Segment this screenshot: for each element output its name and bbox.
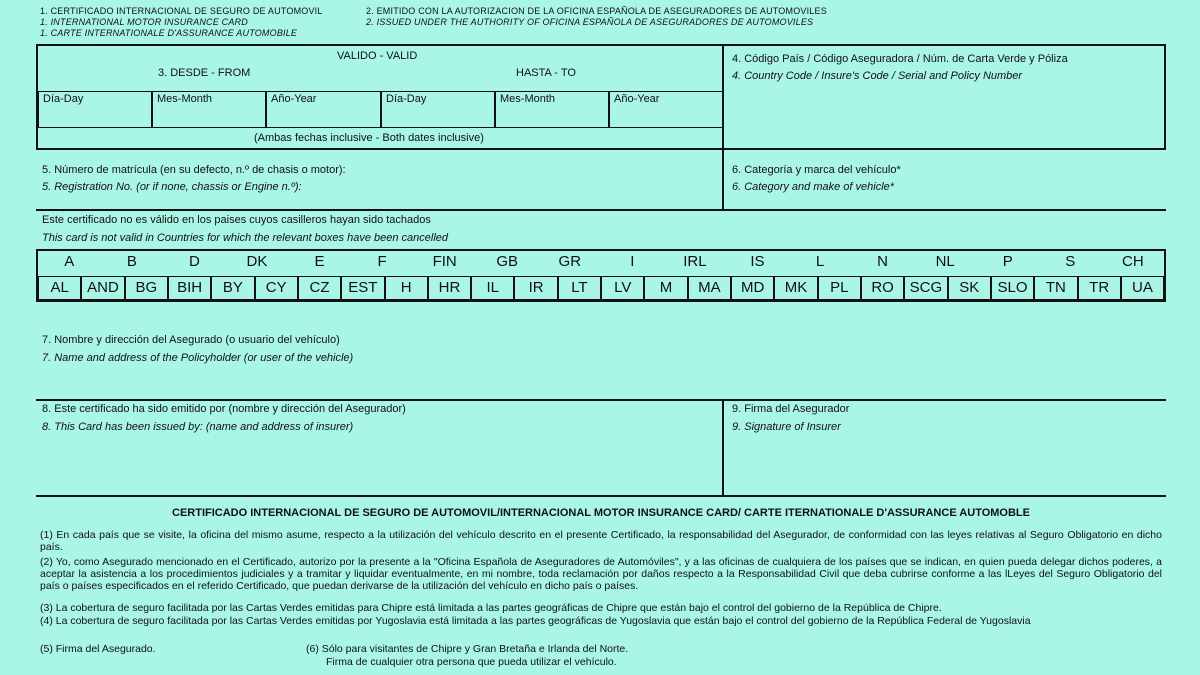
country-box-f[interactable]: F [377,253,387,270]
country-box-slo[interactable]: SLO [991,276,1034,300]
header-right-line-2: 2. ISSUED UNDER THE AUTHORITY OF OFICINA ESPAÑOLA DE ASEGURADORES DE AUTOMOVILES [366,17,814,27]
field4-label-en: 4. Country Code / Insure's Code / Serial and Policy Number [732,70,1023,82]
country-box-gr[interactable]: GR [558,253,582,270]
country-box-scg[interactable]: SCG [904,276,947,300]
field5-label-es: 5. Número de matrícula (en su defecto, n.º de chasis o motor): [42,164,346,176]
from-day-label: Día-Day [43,93,84,105]
country-box-ir[interactable]: IR [514,276,557,300]
from-year-label: Año-Year [271,93,317,105]
country-row-bottom [38,276,1164,300]
footer-paragraph-1: (1) En cada país que se visite, la oficina del mismo asume, respecto a la utilización del vehículo descrito en el presente Certificado, la responsabilidad del Asegurador, de conformidad con las leyes relativas al Seguro Obligatorio en dicho país. [40,529,1162,553]
country-box-d[interactable]: D [188,253,200,270]
header-left [40,6,323,39]
header-left-line-1: 1. CERTIFICADO INTERNACIONAL DE SEGURO DE AUTOMOVIL [40,6,323,16]
field7-label-es: 7. Nombre y dirección del Asegurado (o usuario del vehículo) [42,334,340,346]
field9-label-en: 9. Signature of Insurer [732,421,841,433]
from-month-field[interactable] [152,91,266,128]
from-year-field[interactable] [266,91,381,128]
field7-label-en: 7. Name and address of the Policyholder (or user of the vehicle) [42,352,354,364]
country-box-e[interactable]: E [314,253,325,270]
country-box-by[interactable]: BY [211,276,254,300]
country-row-top [38,251,1164,275]
country-box-nl[interactable]: NL [935,253,955,270]
footer-paragraph-5: (5) Firma del Asegurado. [40,643,156,655]
validity-to: HASTA - TO [516,67,576,79]
validity-note-es: Este certificado no es válido en los paises cuyos casilleros hayan sido tachados [42,214,431,226]
country-box-il[interactable]: IL [471,276,514,300]
country-box-lv[interactable]: LV [601,276,644,300]
to-year-field[interactable] [609,91,724,128]
header-left-line-3: 1. CARTE INTERNATIONALE D'ASSURANCE AUTOMOBILE [40,28,298,38]
to-day-label: Día-Day [386,93,427,105]
country-box-fin[interactable]: FIN [432,253,457,270]
field8-label-es: 8. Este certificado ha sido emitido por (nombre y dirección del Asegurador) [42,403,406,415]
country-box-ua[interactable]: UA [1121,276,1164,300]
country-box-is[interactable]: IS [750,253,765,270]
country-box-tn[interactable]: TN [1034,276,1077,300]
country-box-ro[interactable]: RO [861,276,904,300]
footer-paragraph-4: (4) La cobertura de seguro facilitada por las Cartas Verdes emitidas por Yugoslavia está limitada a las partes geográficas de Yugoslavia que están bajo el control del gobierno de la República Federal de Yugoslavia [40,615,1031,627]
validity-note-en: This card is not valid in Countries for which the relevant boxes have been cancelled [42,232,449,244]
validity-from: 3. DESDE - FROM [158,67,251,79]
country-box-h[interactable]: H [385,276,428,300]
field9-label-es: 9. Firma del Asegurador [732,403,850,415]
validity-title: VALIDO - VALID [337,50,418,62]
country-box-a[interactable]: A [64,253,75,270]
country-box-bg[interactable]: BG [125,276,168,300]
to-day-field[interactable] [381,91,495,128]
divider [36,209,1166,211]
country-box-l[interactable]: L [815,253,825,270]
country-box-bih[interactable]: BIH [168,276,211,300]
country-box-cy[interactable]: CY [255,276,298,300]
date-fields [38,91,724,128]
field5-label-en: 5. Registration No. (or if none, chassis or Engine n.º): [42,181,302,193]
divider [36,399,1166,401]
header-left-line-2: 1. INTERNATIONAL MOTOR INSURANCE CARD [40,17,248,27]
country-box-sk[interactable]: SK [948,276,991,300]
country-box-irl[interactable]: IRL [683,253,707,270]
country-box-s[interactable]: S [1065,253,1076,270]
footer-paragraph-6a: (6) Sólo para visitantes de Chipre y Gran Bretaña e Irlanda del Norte. [306,643,629,655]
country-box-lt[interactable]: LT [558,276,601,300]
country-box-mk[interactable]: MK [774,276,817,300]
footer-paragraph-6b: Firma de cualquier otra persona que pueda utilizar el vehículo. [326,656,617,668]
country-box-cz[interactable]: CZ [298,276,341,300]
country-box-tr[interactable]: TR [1078,276,1121,300]
divider [36,495,1166,497]
country-box-n[interactable]: N [877,253,889,270]
header-right [366,6,827,28]
country-box-p[interactable]: P [1002,253,1013,270]
from-month-label: Mes-Month [157,93,213,105]
country-box-i[interactable]: I [630,253,635,270]
footer-paragraph-2: (2) Yo, como Asegurado mencionado en el Certificado, autorizo por la presente a la "Oficina Española de Aseguradores de Automóviles", y a las oficinas de cualquiera de los países que se indican, en quien pueda delegar dichos poderes, a aceptar la asistencia a los procedimientos judiciales y a tramitar y liquidar eventualmente, en mi nombre, toda reclamación por daños respecto a la Responsabilidad Civil que deba cubrirse conforme a las lLeyes del Seguro Obligatorio del país o países especificados en el referido Certificado, que puedan derivarse de la utilización del vehículo en dicho país o países. [40,556,1162,592]
validity-note: (Ambas fechas inclusive - Both dates inclusive) [254,132,484,144]
header-right-line-1: 2. EMITIDO CON LA AUTORIZACION DE LA OFICINA ESPAÑOLA DE ASEGURADORES DE AUTOMOVILES [366,6,827,16]
country-box-gb[interactable]: GB [496,253,519,270]
country-box-hr[interactable]: HR [428,276,471,300]
field4-label-es: 4. Código País / Código Aseguradora / Núm. de Carta Verde y Póliza [732,53,1068,65]
country-box-ma[interactable]: MA [688,276,731,300]
divider [722,150,724,210]
divider [722,399,724,497]
footer-title: CERTIFICADO INTERNACIONAL DE SEGURO DE AUTOMOVIL/INTERNACIONAL MOTOR INSURANCE CARD/ CARTE ITERNATIONALE D'ASSURANCE AUTOMOBLE [172,507,1030,519]
country-box-dk[interactable]: DK [246,253,268,270]
field6-label-en: 6. Category and make of vehicle* [732,181,895,193]
to-year-label: Año-Year [614,93,660,105]
country-box-m[interactable]: M [644,276,687,300]
field6-label-es: 6. Categoría y marca del vehículo* [732,164,901,176]
country-box-pl[interactable]: PL [818,276,861,300]
footer-paragraph-3: (3) La cobertura de seguro facilitada por las Cartas Verdes emitidas para Chipre está limitada a las partes geográficas de Chipre que están bajo el control del gobierno de la República de Chipre. [40,602,942,614]
country-box-b[interactable]: B [126,253,137,270]
field8-label-en: 8. This Card has been issued by: (name and address of insurer) [42,421,354,433]
from-day-field[interactable] [38,91,152,128]
country-box-est[interactable]: EST [341,276,384,300]
to-month-field[interactable] [495,91,609,128]
country-box-md[interactable]: MD [731,276,774,300]
country-box-and[interactable]: AND [81,276,124,300]
country-box-ch[interactable]: CH [1122,253,1144,270]
country-box-al[interactable]: AL [38,276,81,300]
to-month-label: Mes-Month [500,93,556,105]
